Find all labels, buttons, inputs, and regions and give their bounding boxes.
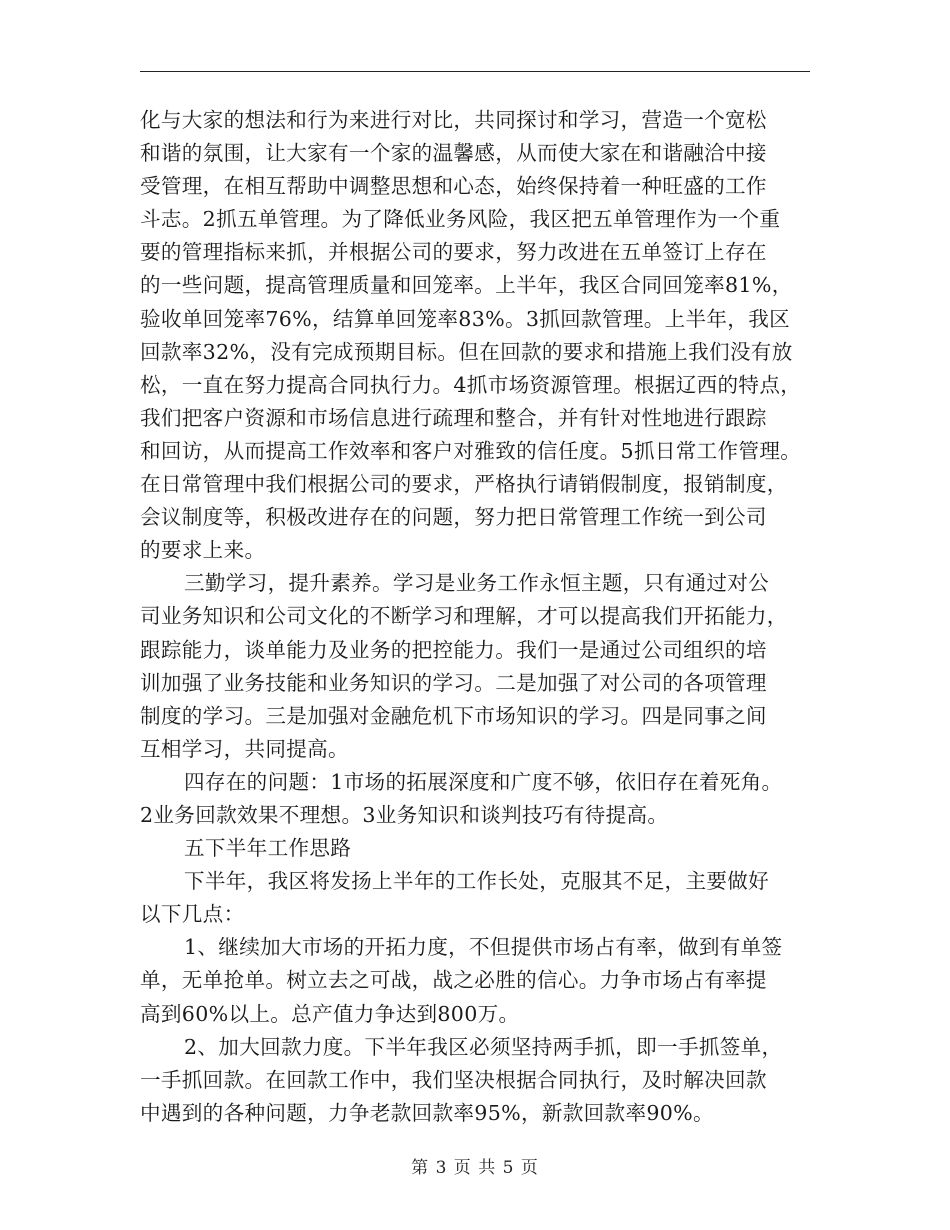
paragraph-start-line: 四存在的问题：1市场的拓展深度和广度不够，依旧存在着死角。 [184,769,783,794]
text-line: 的要求上来。 [140,538,266,563]
paragraph-start-line: 三勤学习，提升素养。学习是业务工作永恒主题，只有通过对公 [184,571,770,596]
text-line: 2业务回款效果不理想。3业务知识和谈判技巧有待提高。 [140,802,669,827]
text-line: 受管理，在相互帮助中调整思想和心态，始终保持着一种旺盛的工作 [140,174,767,199]
text-line: 中遇到的各种问题，力争老款回款率95%，新款回款率90%。 [140,1100,714,1125]
text-line: 松，一直在努力提高合同执行力。4抓市场资源管理。根据辽西的特点， [140,372,802,397]
text-line: 斗志。2抓五单管理。为了降低业务风险，我区把五单管理作为一个重 [140,207,781,232]
text-line: 高到60%以上。总产值力争达到800万。 [140,1001,520,1026]
text-line: 回款率32%，没有完成预期目标。但在回款的要求和措施上我们没有放 [140,339,793,364]
text-line: 互相学习，共同提高。 [140,736,349,761]
paragraph-start-line: 2、加大回款力度。下半年我区必须坚持两手抓，即一手抓签单， [184,1034,783,1059]
section-heading: 五下半年工作思路 [184,836,352,861]
text-line: 和回访，从而提高工作效率和客户对雅致的信任度。5抓日常工作管理。 [140,438,802,463]
text-line: 会议制度等，积极改进存在的问题，努力把日常管理工作统一到公司 [140,505,767,530]
text-line: 化与大家的想法和行为来进行对比，共同探讨和学习，营造一个宽松 [140,108,767,132]
text-line: 制度的学习。三是加强对金融危机下市场知识的学习。四是同事之间 [140,703,767,728]
paragraph-start-line: 下半年，我区将发扬上半年的工作长处，克服其不足，主要做好 [184,869,770,894]
header-rule [140,71,810,72]
text-line: 跟踪能力，谈单能力及业务的把控能力。我们一是通过公司组织的培 [140,637,767,662]
text-line: 我们把客户资源和市场信息进行疏理和整合，并有针对性地进行跟踪 [140,405,767,430]
text-line: 验收单回笼率76%，结算单回笼率83%。3抓回款管理。上半年，我区 [140,306,790,331]
text-line: 一手抓回款。在回款工作中，我们坚决根据合同执行，及时解决回款 [140,1067,767,1092]
text-line: 在日常管理中我们根据公司的要求，严格执行请销假制度，报销制度， [140,472,788,497]
text-line: 和谐的氛围，让大家有一个家的温馨感，从而使大家在和谐融洽中接 [140,141,767,166]
paragraph-start-line: 1、继续加大市场的开拓力度，不但提供市场占有率，做到有单签 [184,935,783,960]
text-line: 单，无单抢单。树立去之可战，战之必胜的信心。力争市场占有率提 [140,968,767,993]
document-body [140,104,840,1130]
text-line: 训加强了业务技能和业务知识的学习。二是加强了对公司的各项管理 [140,670,767,695]
text-line: 司业务知识和公司文化的不断学习和理解，才可以提高我们开拓能力， [140,604,788,629]
page-number-footer: 第 3 页 共 5 页 [411,1158,539,1178]
text-line: 要的管理指标来抓，并根据公司的要求，努力改进在五单签订上存在 [140,240,767,265]
text-line: 的一些问题，提高管理质量和回笼率。上半年，我区合同回笼率81%， [140,273,793,298]
text-line: 以下几点： [140,902,245,927]
